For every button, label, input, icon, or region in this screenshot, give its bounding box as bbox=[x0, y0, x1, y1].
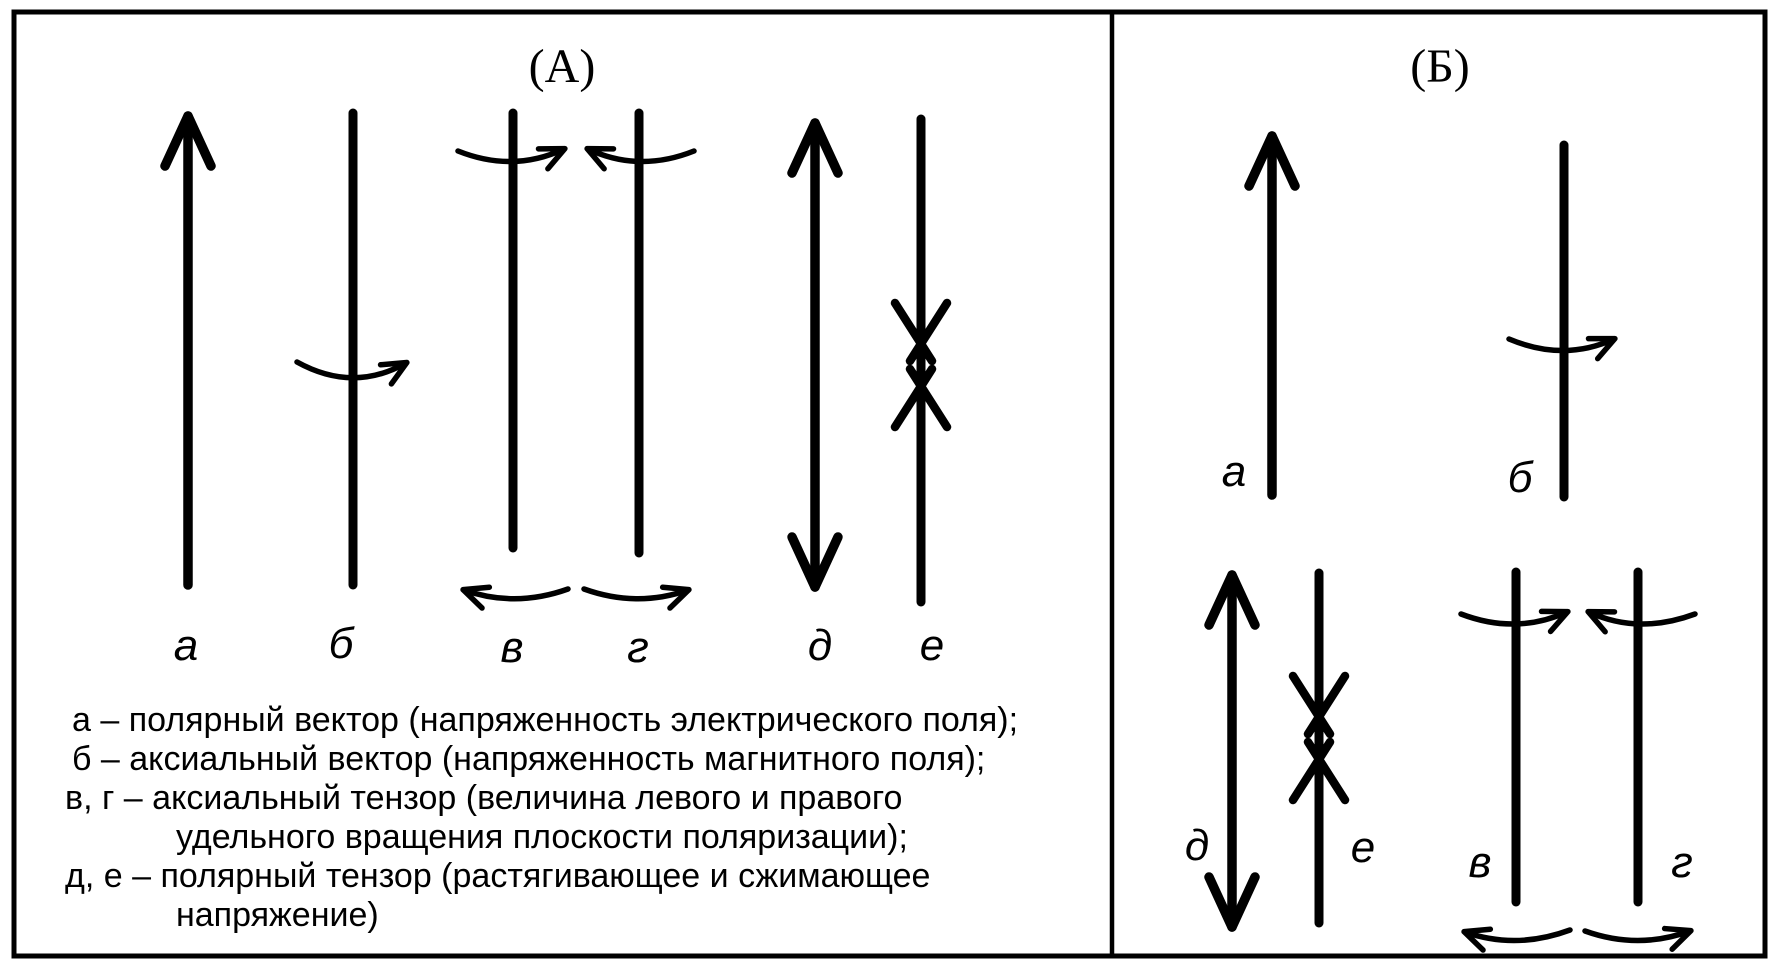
panel-a-axial-vector bbox=[297, 113, 406, 668]
item-label-b: б bbox=[1507, 453, 1533, 502]
item-label-g: г bbox=[1671, 838, 1693, 887]
item-label-a: а bbox=[173, 621, 199, 670]
bottom-rotation-arc bbox=[1585, 931, 1690, 941]
item-label-v: в bbox=[500, 623, 524, 672]
bottom-rotation-arc bbox=[1465, 930, 1570, 941]
legend-line-2: б – аксиальный вектор (напряженность магнитного поля); bbox=[72, 740, 986, 778]
item-label-d: д bbox=[807, 621, 833, 670]
legend-line-6: напряжение) bbox=[176, 896, 379, 934]
legend-line-5: д, е – полярный тензор (растягивающее и сжимающее bbox=[65, 857, 931, 895]
legend-line-1: а – полярный вектор (напряженность электрического поля); bbox=[72, 701, 1019, 739]
item-label-b: б bbox=[328, 619, 354, 668]
item-label-a: а bbox=[1221, 447, 1247, 496]
panel-a bbox=[65, 40, 1018, 934]
panel-b-axial-tensor-left bbox=[1461, 572, 1570, 941]
panel-a-polar-tensor-tensile bbox=[808, 123, 832, 670]
item-label-v: в bbox=[1468, 838, 1492, 887]
panel-b-axial-tensor-right bbox=[1585, 572, 1695, 941]
panel-b bbox=[1185, 40, 1695, 941]
panel-b-polar-vector bbox=[1222, 136, 1272, 496]
panel-b-axial-vector bbox=[1508, 145, 1614, 502]
panel-a-polar-tensor-compressive bbox=[895, 119, 947, 670]
item-label-e: е bbox=[1350, 823, 1376, 872]
legend-line-4: удельного вращения плоскости поляризации); bbox=[176, 818, 908, 856]
panel-a-axial-tensor-right bbox=[584, 113, 694, 672]
panel-a-axial-tensor-left bbox=[458, 113, 568, 672]
bottom-rotation-arc bbox=[464, 589, 568, 599]
item-label-e: е bbox=[919, 621, 945, 670]
panel-b-title: (Б) bbox=[1410, 40, 1470, 93]
legend bbox=[65, 701, 1018, 934]
panel-a-polar-vector bbox=[174, 116, 198, 670]
bottom-rotation-arc bbox=[584, 589, 688, 599]
item-label-g: г bbox=[627, 623, 649, 672]
panel-b-polar-tensor-compressive bbox=[1293, 573, 1375, 923]
panel-b-polar-tensor-tensile bbox=[1185, 575, 1232, 927]
panel-a-title: (А) bbox=[528, 40, 596, 93]
item-label-d: д bbox=[1184, 821, 1210, 870]
legend-line-3: в, г – аксиальный тензор (величина левого и правого bbox=[65, 779, 903, 817]
